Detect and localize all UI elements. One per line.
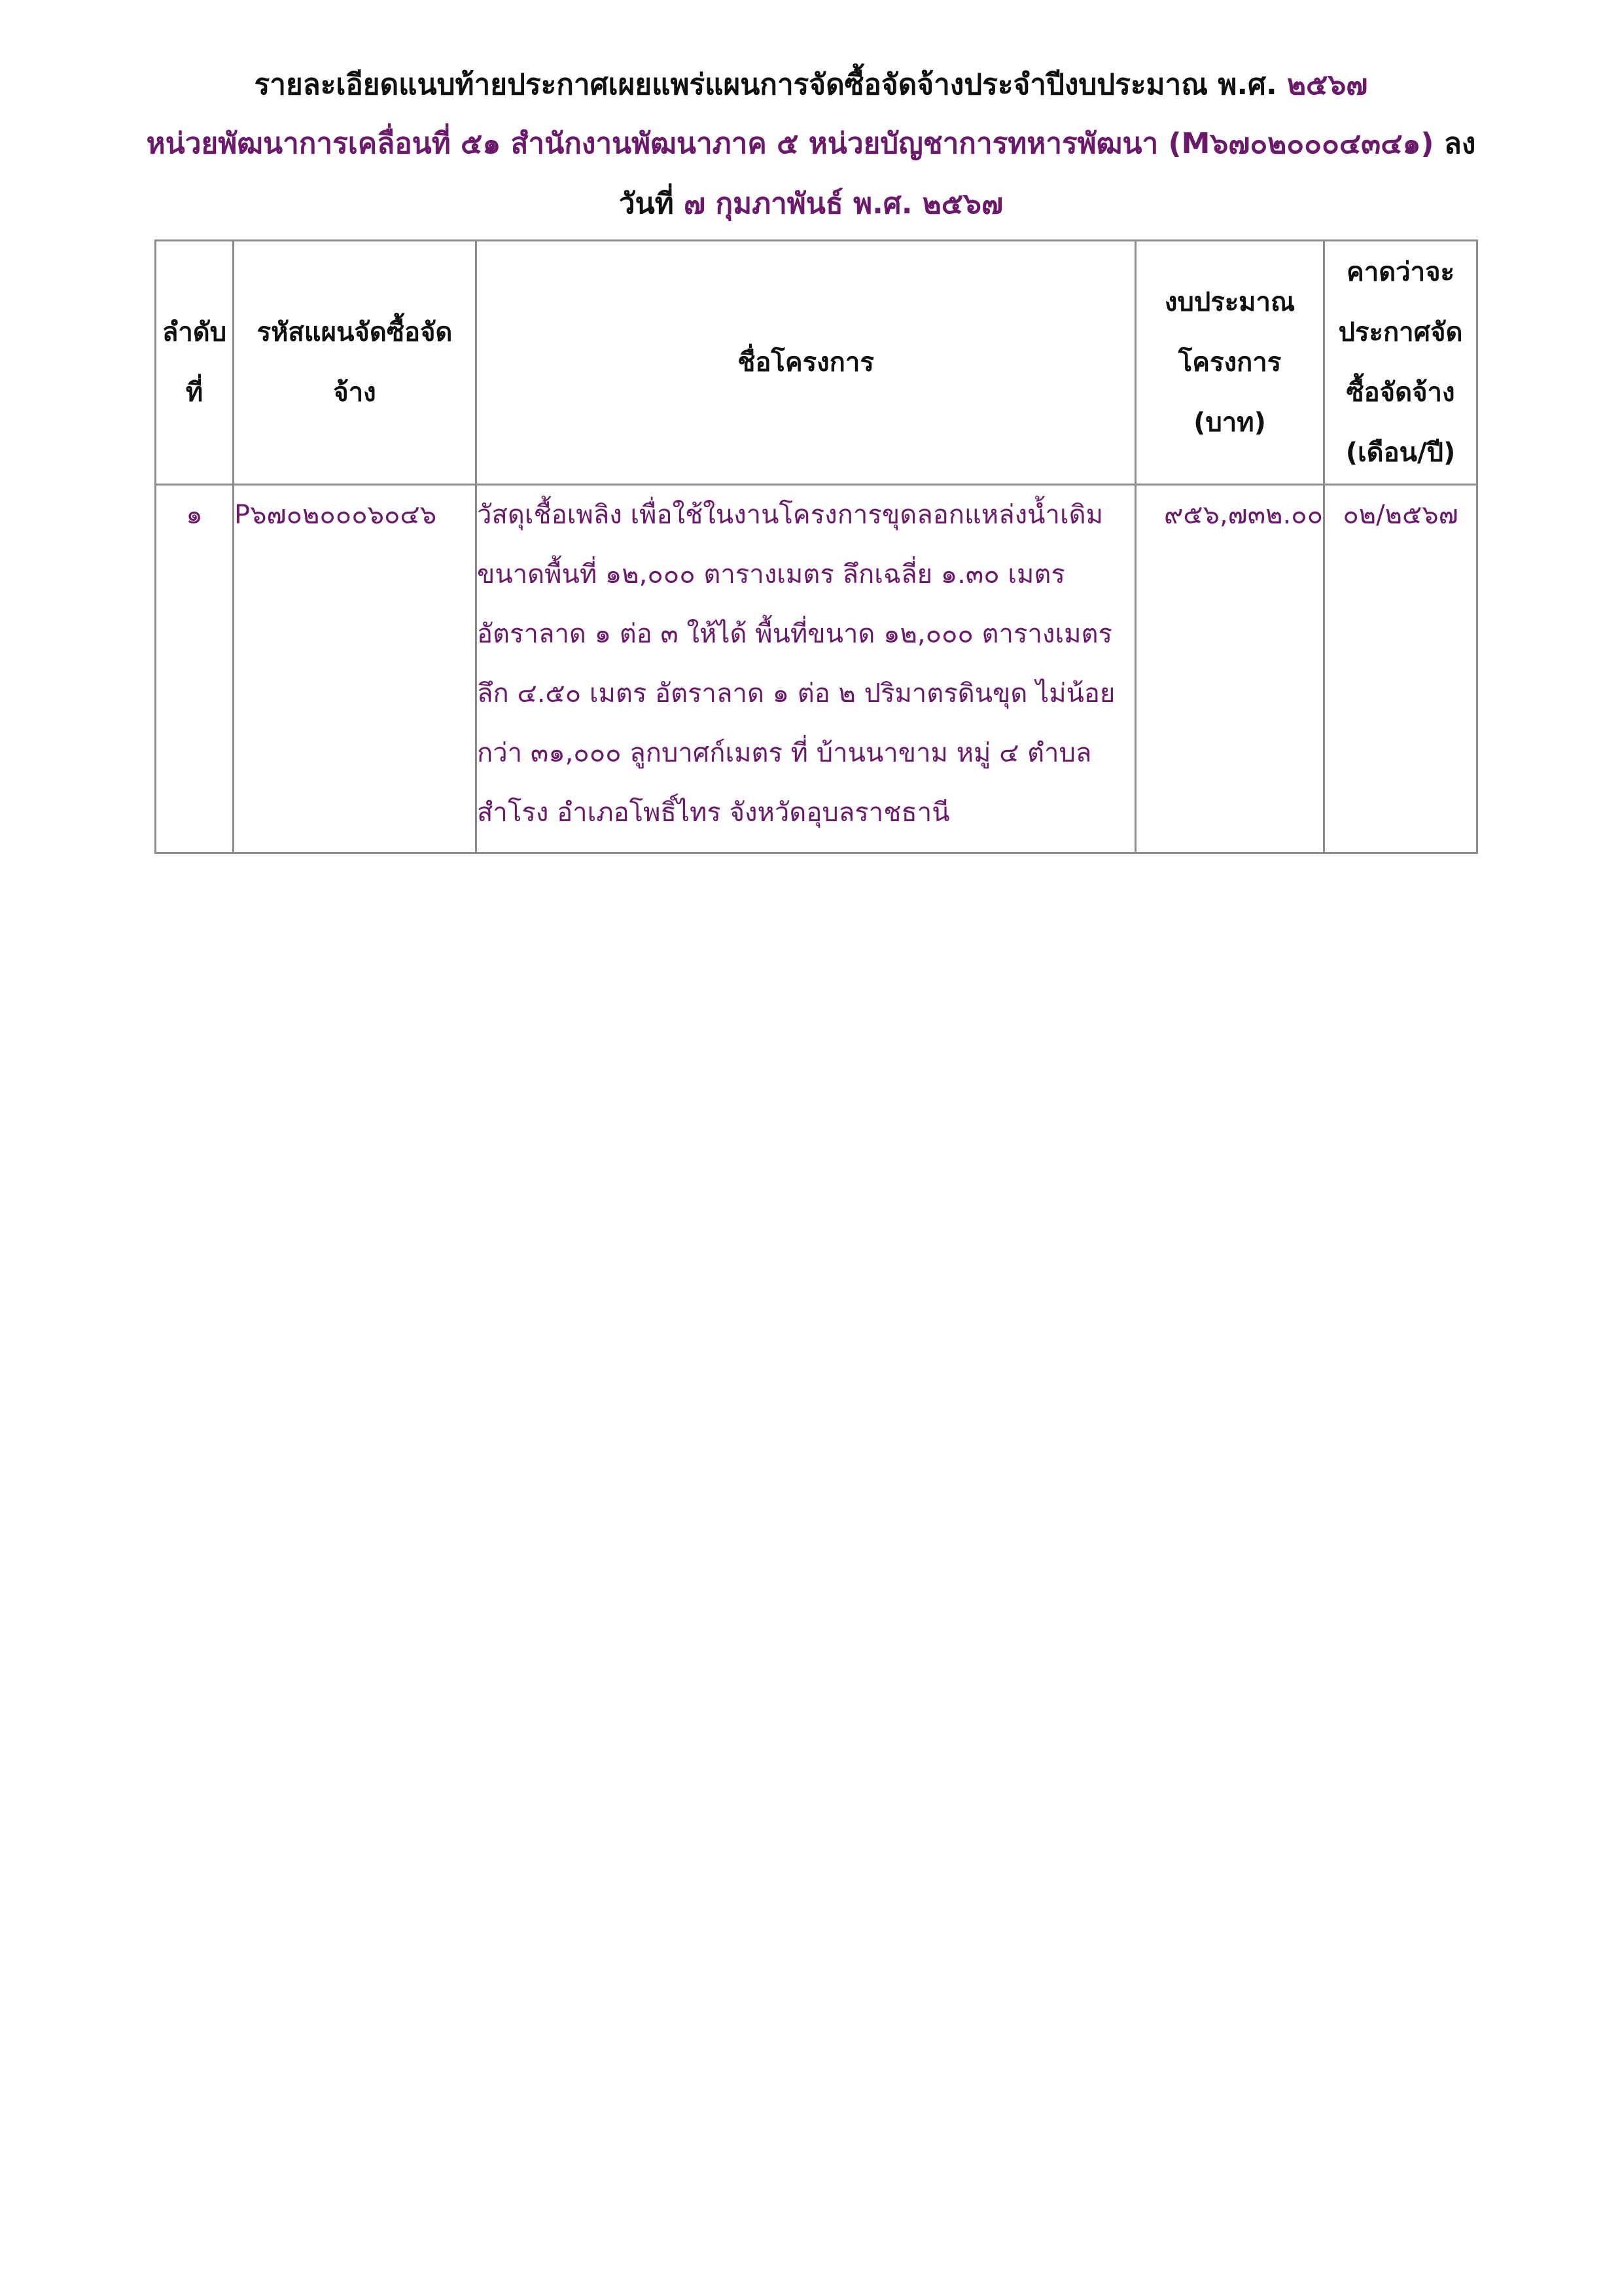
agency-suffix: ลง <box>1443 127 1476 160</box>
cell-plan-code: P๖๗๐๒๐๐๐๖๐๔๖ <box>234 485 476 853</box>
header-seq: ลำดับที่ <box>156 241 234 485</box>
document-title <box>131 65 1491 105</box>
date-prefix: วันที่ <box>618 187 674 221</box>
cell-expected-month: ๐๒/๒๕๖๗ <box>1324 485 1477 853</box>
header-plan-code: รหัสแผนจัดซื้อจัดจ้าง <box>234 241 476 485</box>
header-budget: งบประมาณโครงการ (บาท) <box>1136 241 1324 485</box>
header-expected-month: คาดว่าจะประกาศจัดซื้อจัดจ้าง (เดือน/ปี) <box>1324 241 1477 485</box>
title-text: รายละเอียดแนบท้ายประกาศเผยแพร่แผนการจัดซื้อจัดจ้างประจำปีงบประมาณ พ.ศ. <box>254 68 1277 101</box>
procurement-plan-table <box>154 239 1478 854</box>
header-project-name: ชื่อโครงการ <box>476 241 1136 485</box>
agency-name: หน่วยพัฒนาการเคลื่อนที่ ๕๑ สำนักงานพัฒนาภาค ๕ หน่วยบัญชาการทหารพัฒนา (M๖๗๐๒๐๐๐๔๓๔๑) <box>146 127 1434 160</box>
agency-line <box>131 124 1491 164</box>
cell-budget: ๙๕๖,๗๓๒.๐๐ <box>1136 485 1324 853</box>
announcement-date: ๗ กุมภาพันธ์ พ.ศ. ๒๕๖๗ <box>684 187 1004 221</box>
date-line <box>131 185 1491 224</box>
cell-seq: ๑ <box>156 485 234 853</box>
fiscal-year: ๒๕๖๗ <box>1287 68 1368 101</box>
table-header-row <box>156 241 1477 485</box>
table-row <box>156 485 1477 853</box>
cell-project-name: วัสดุเชื้อเพลิง เพื่อใช้ในงานโครงการขุดลอกแหล่งน้ำเดิม ขนาดพื้นที่ ๑๒,๐๐๐ ตารางเมตร ลึกเฉลี่ย ๑.๓๐ เมตร อัตราลาด ๑ ต่อ ๓ ให้ได้ พื้นที่ขนาด ๑๒,๐๐๐ ตารางเมตร ลึก ๔.๕๐ เมตร อัตราลาด ๑ ต่อ ๒ ปริมาตรดินขุด ไม่น้อยกว่า ๓๑,๐๐๐ ลูกบาศก์เมตร ที่ บ้านนาขาม หมู่ ๔ ตำบลสำโรง อำเภอโพธิ์ไทร จังหวัดอุบลราชธานี <box>476 485 1136 853</box>
